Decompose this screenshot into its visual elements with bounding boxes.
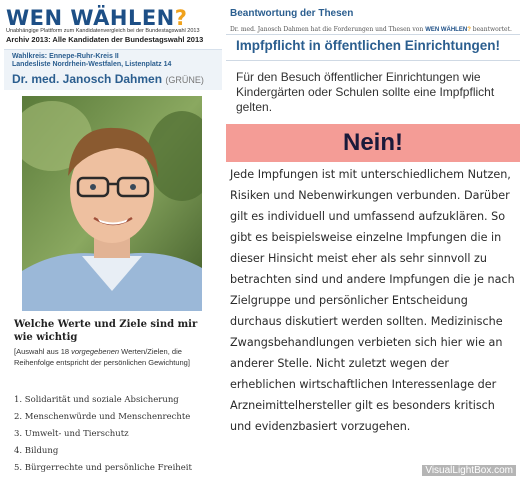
answers-subheading: Dr. med. Janosch Dahmen hat die Forderungen und Thesen von WEN WÄHLEN? beantwortet. [230, 26, 512, 33]
values-list [14, 392, 192, 477]
site-logo[interactable]: WEN WÄHLEN? [6, 6, 188, 30]
answers-panel [226, 0, 520, 480]
thesis-text: Für den Besuch öffentlicher Einrichtungen wie Kindergärten oder Schulen sollte eine Impfpflicht gelten. [236, 70, 495, 114]
values-title: Welche Werte und Ziele sind mir wie wichtig [14, 319, 198, 343]
divider [226, 60, 520, 61]
question-title: Impfpflicht in öffentlichen Einrichtungen! [236, 38, 500, 53]
answers-heading: Beantwortung der Thesen [230, 8, 354, 19]
constituency-info [12, 53, 171, 69]
answer-badge: Nein! [226, 124, 520, 162]
state-list-label: Landesliste Nordrhein-Westfalen, Listenplatz 14 [12, 61, 172, 68]
divider [226, 34, 520, 35]
brand-inline: WEN WÄHLEN? [425, 27, 471, 33]
archive-link[interactable]: Archiv 2013: Alle Kandidaten der Bundestagswahl 2013 [6, 35, 204, 44]
values-list-item: 5. Bürgerrechte und persönliche Freiheit [14, 463, 192, 473]
constituency-label: Wahlkreis: Ennepe-Ruhr-Kreis II [12, 53, 119, 60]
values-subtitle: [Auswahl aus 18 vorgegebenen Werten/Zielen, die Reihenfolge entspricht der persönlichen Gewichtung] [14, 347, 190, 367]
values-list-item: 1. Solidarität und soziale Absicherung [14, 395, 179, 405]
values-list-item: 2. Menschenwürde und Menschenrechte [14, 412, 191, 422]
candidate-photo [22, 96, 202, 311]
watermark: VisualLightBox.com [422, 465, 516, 476]
answer-explanation: Jede Impfungen ist mit unterschiedlichem Nutzen, Risiken und Nebenwirkungen verbunden. Darüber gilt es individuell und umfassend aufzuklären. So gibt es beispielsweise einzelne Impfungen die in dieser Hinsicht meist eher als sehr sinnvoll zu betrachten sind und andere Impfungen die je nach Zielgruppe und persönlicher Entscheidung durchaus diskutiert werden sollten. Medizinische Zwangsbehandlungen verbieten sich hier wie an anderer Stelle. Nicht zuletzt wegen der erheblichen wirtschaftlichen Interessenlage der Arzneimittelhersteller gilt es besonders kritisch und evidenzbasiert vorzugehen. [230, 168, 515, 433]
site-tagline: Unabhängige Plattform zum Kandidatenvergleich bei der Bundestagswahl 2013 [6, 28, 200, 34]
candidate-name: Dr. med. Janosch Dahmen (GRÜNE) [12, 72, 204, 86]
candidate-panel [0, 0, 226, 480]
values-list-item: 3. Umwelt- und Tierschutz [14, 429, 129, 439]
values-list-item: 4. Bildung [14, 446, 59, 456]
party-label: (GRÜNE) [165, 75, 204, 85]
